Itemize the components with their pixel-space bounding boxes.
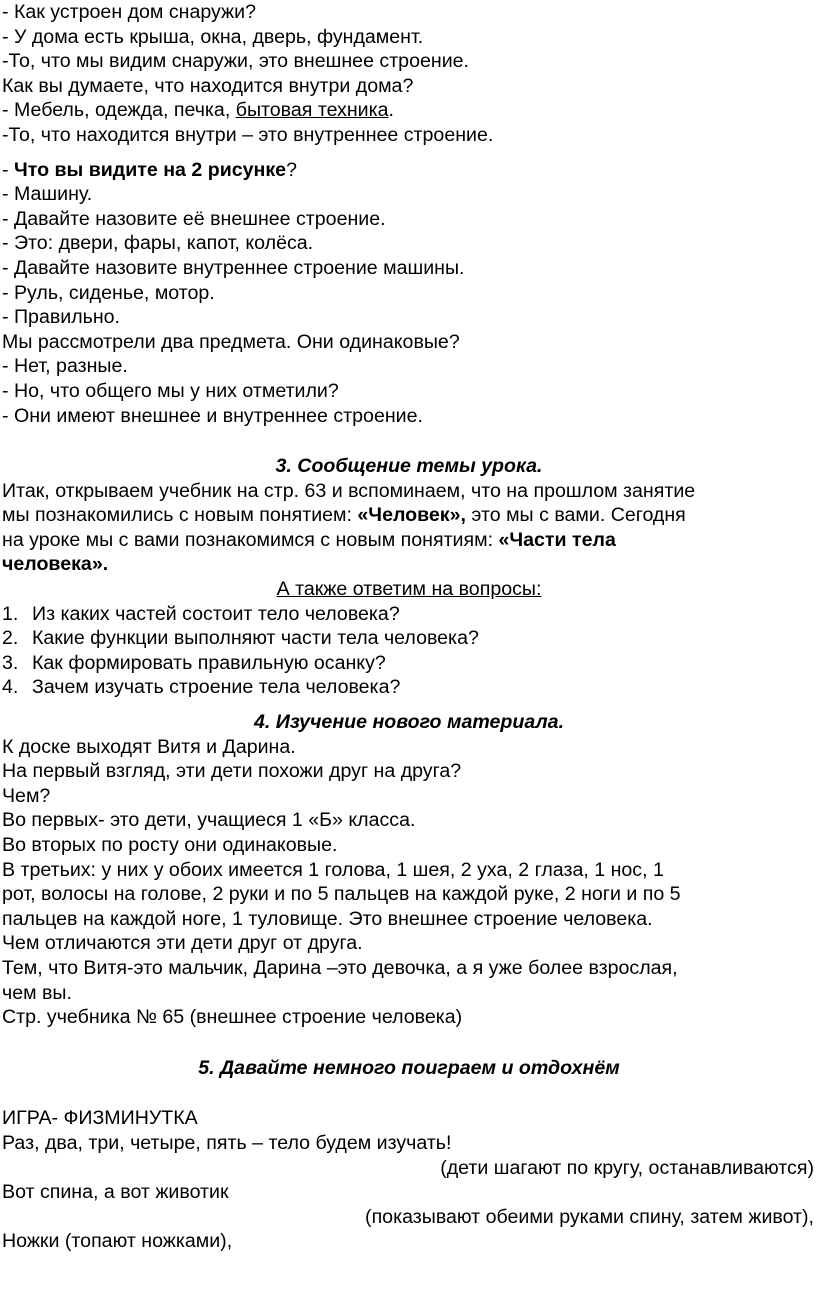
text-line: Стр. учебника № 65 (внешнее строение человека) (2, 1006, 463, 1029)
text-line: В третьих: у них у обоих имеется 1 голова, 1 шея, 2 уха, 2 глаза, 1 нос, 1 (2, 858, 664, 881)
text-line: К доске выходят Витя и Дарина. (2, 735, 296, 758)
text-line: - Как устроен дом снаружи? (2, 1, 257, 23)
text-line: Раз, два, три, четыре, пять – тело будем изучать! (2, 1131, 452, 1154)
text-line: -То, что находится внутри – это внутреннее строение. (2, 123, 494, 146)
text-fragment: - (2, 158, 14, 181)
section-3-body (2, 479, 816, 700)
stage-direction: (дети шагают по кругу, останавливаются) (440, 1156, 814, 1179)
section-heading: 4. Изучение нового материала. (253, 711, 565, 734)
spacer (2, 1030, 816, 1056)
list-number: 1. (2, 602, 19, 625)
list-item (2, 675, 816, 700)
text-line (2, 528, 816, 553)
text-line: рот, волосы на голове, 2 руки и по 5 пальцев на каждой руке, 2 ноги и по 5 (2, 883, 681, 906)
text-line: - Нет, разные. (2, 355, 128, 378)
text-line: - Это: двери, фары, капот, колёса. (2, 232, 314, 255)
text-line: Вот спина, а вот животик (2, 1181, 229, 1204)
text-line: - У дома есть крыша, окна, дверь, фундамент. (2, 25, 424, 48)
text-fragment: мы познакомились с новым понятием: (2, 504, 358, 527)
text-line: - Машину. (2, 183, 93, 206)
section-heading: 5. Давайте немного поиграем и отдохнём (198, 1056, 620, 1079)
spacer (2, 700, 816, 710)
text-line: Как вы думаете, что находится внутри дома? (2, 74, 414, 97)
section-4-body (2, 735, 816, 1030)
game-title: ИГРА- ФИЗМИНУТКА (2, 1107, 198, 1130)
list-text: Как формировать правильную осанку? (32, 651, 386, 674)
list-text: Из каких частей состоит тело человека? (32, 602, 400, 625)
text-line: - Они имеют внешнее и внутреннее строение. (2, 404, 423, 427)
list-number: 2. (2, 627, 19, 650)
text-line: На первый взгляд, эти дети похожи друг на друга? (2, 760, 462, 783)
bold-term: «Человек», (357, 504, 466, 527)
list-text: Зачем изучать строение тела человека? (32, 676, 401, 699)
text-line: Итак, открываем учебник на стр. 63 и вспоминаем, что на прошлом занятие (2, 479, 696, 502)
list-item (2, 602, 816, 627)
dialog-car (2, 158, 816, 429)
questions-intro: А также ответим на вопросы: (276, 578, 542, 601)
dialog-house (2, 0, 816, 148)
text-line (2, 503, 816, 528)
text-line: Во вторых по росту они одинаковые. (2, 834, 338, 856)
text-line: - Давайте назовите её внешнее строение. (2, 207, 386, 230)
text-line: Мы рассмотрели два предмета. Они одинаковые? (2, 330, 460, 353)
list-text: Какие функции выполняют части тела человека? (32, 627, 479, 650)
text-line: - Правильно. (2, 306, 121, 329)
bold-question: Что вы видите на 2 рисунке (13, 158, 287, 181)
text-fragment: - Мебель, одежда, печка, (2, 99, 236, 122)
stage-direction: (показывают обеими руками спину, затем живот), (365, 1205, 814, 1228)
text-line: - Руль, сиденье, мотор. (2, 281, 215, 304)
game-block (2, 1106, 816, 1254)
text-line: -То, что мы видим снаружи, это внешнее строение. (2, 50, 469, 73)
text-line: Во первых- это дети, учащиеся 1 «Б» класса. (2, 809, 416, 832)
text-line: чем вы. (2, 981, 72, 1004)
text-line: Ножки (топают ножками), (2, 1230, 233, 1253)
text-line (2, 98, 816, 123)
text-line: Чем отличаются эти дети друг от друга. (2, 932, 363, 955)
text-line: пальцев на каждой ноге, 1 туловище. Это внешнее строение человека. (2, 907, 653, 930)
section-heading: 3. Сообщение темы урока. (275, 455, 543, 478)
spacer (2, 1080, 816, 1106)
bold-term: «Части тела (498, 528, 616, 551)
text-fragment: ? (286, 158, 297, 181)
text-line: Чем? (2, 784, 51, 807)
text-fragment: это мы с вами. Сегодня (465, 504, 686, 527)
text-line: - Но, что общего мы у них отметили? (2, 379, 339, 402)
text-fragment: на уроке мы с вами познакомимся с новым понятиям: (2, 528, 499, 551)
text-line: человека». (2, 553, 109, 576)
spacer (2, 148, 816, 158)
text-line: Тем, что Витя-это мальчик, Дарина –это девочка, а я уже более взрослая, (2, 956, 678, 979)
questions-list (2, 602, 816, 700)
spacer (2, 428, 816, 454)
text-fragment: . (388, 99, 394, 122)
list-number: 3. (2, 651, 19, 674)
text-line: - Давайте назовите внутреннее строение машины. (2, 256, 465, 279)
list-item (2, 626, 816, 651)
underlined-term: бытовая техника (235, 99, 389, 122)
text-line (2, 158, 816, 183)
list-number: 4. (2, 676, 19, 699)
list-item (2, 651, 816, 676)
